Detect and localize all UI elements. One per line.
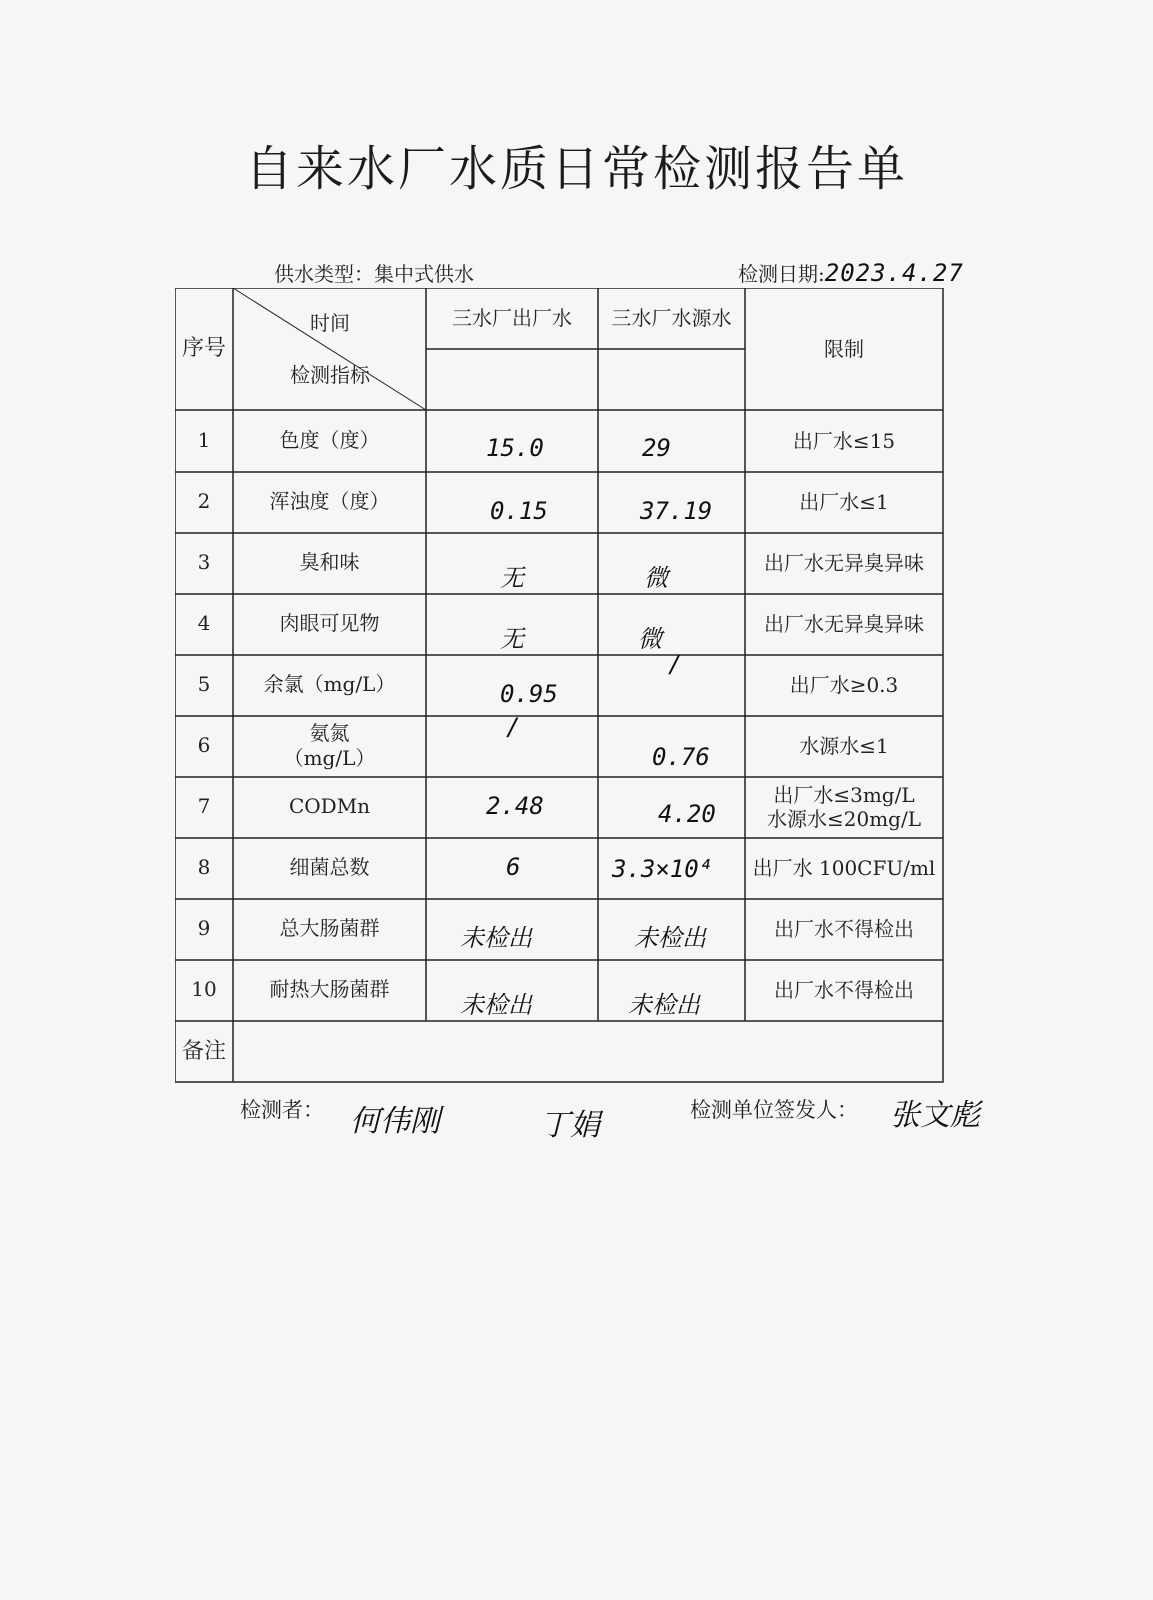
header-col2: 三水厂水源水 xyxy=(611,306,732,330)
tester-label: 检测者： xyxy=(240,1098,324,1122)
row-value-source: 微 xyxy=(638,625,662,653)
row-limit: 水源水≤1 xyxy=(799,733,889,758)
row-value-treated: 0.95 xyxy=(500,680,558,708)
row-value-source: 3.3×10⁴ xyxy=(612,855,714,883)
row-value-source: 0.76 xyxy=(652,743,710,771)
supply-type xyxy=(274,258,474,287)
row-number: 5 xyxy=(197,672,211,696)
row-value-treated: 未检出 xyxy=(460,991,532,1019)
header-indicator: 检测指标 xyxy=(290,362,370,387)
row-value-treated: / xyxy=(506,713,521,741)
row-limit: 出厂水无异臭异味 xyxy=(764,550,924,575)
tester-signature-2: 丁娟 xyxy=(540,1108,600,1143)
test-date xyxy=(738,258,964,287)
row-value-source: 未检出 xyxy=(628,991,700,1019)
row-limit: 出厂水≤3mg/L 水源水≤20mg/L xyxy=(767,782,921,831)
row-number: 1 xyxy=(197,428,211,452)
row-number: 3 xyxy=(197,550,211,574)
tester-signature-1: 何伟刚 xyxy=(350,1104,440,1139)
row-indicator: 氨氮 （mg/L） xyxy=(283,720,376,770)
row-value-source: 未检出 xyxy=(634,924,706,952)
row-number: 7 xyxy=(197,794,211,818)
row-value-source: 4.20 xyxy=(658,800,716,828)
header-time: 时间 xyxy=(310,310,350,335)
row-value-treated: 未检出 xyxy=(460,924,532,952)
row-value-treated: 无 xyxy=(500,625,524,653)
issuer-signature: 张文彪 xyxy=(890,1098,980,1133)
row-limit: 出厂水≤1 xyxy=(799,489,889,514)
row-indicator: 肉眼可见物 xyxy=(279,611,380,635)
row-number: 4 xyxy=(197,611,211,635)
row-limit: 出厂水 100CFU/ml xyxy=(752,855,936,880)
row-value-treated: 15.0 xyxy=(486,434,544,462)
row-value-source: / xyxy=(668,650,683,678)
row-value-treated: 0.15 xyxy=(490,497,548,525)
test-date-value: 2023.4.27 xyxy=(824,259,964,287)
page-title: 自来水厂水质日常检测报告单 xyxy=(244,141,908,197)
row-indicator: CODMn xyxy=(288,794,371,818)
row-limit: 出厂水不得检出 xyxy=(774,916,914,941)
row-value-source: 29 xyxy=(642,434,671,462)
row-limit: 出厂水无异臭异味 xyxy=(764,611,924,636)
supply-type-value: 集中式供水 xyxy=(374,262,474,286)
test-date-label: 检测日期: xyxy=(738,262,825,286)
report-table xyxy=(175,288,945,1084)
row-number: 10 xyxy=(191,977,217,1001)
row-limit: 出厂水≤15 xyxy=(792,428,896,453)
row-number: 9 xyxy=(197,916,211,940)
supply-type-label: 供水类型： xyxy=(274,262,374,286)
header-limit: 限制 xyxy=(824,336,864,361)
issuer-label: 检测单位签发人： xyxy=(690,1098,858,1122)
row-number: 6 xyxy=(197,733,211,757)
row-value-source: 37.19 xyxy=(640,497,713,525)
header-seq: 序号 xyxy=(181,336,226,362)
remarks-label: 备注 xyxy=(181,1038,226,1064)
row-indicator: 耐热大肠菌群 xyxy=(269,977,390,1001)
row-limit: 出厂水≥0.3 xyxy=(789,672,899,697)
row-number: 8 xyxy=(197,855,211,879)
row-indicator: 浑浊度（度） xyxy=(269,489,390,513)
row-indicator: 色度（度） xyxy=(279,428,380,452)
row-indicator: 细菌总数 xyxy=(289,855,370,879)
row-value-treated: 无 xyxy=(500,564,524,592)
row-indicator: 余氯（mg/L） xyxy=(263,672,396,696)
row-value-treated: 6 xyxy=(506,853,521,881)
row-indicator: 臭和味 xyxy=(299,550,360,574)
row-number: 2 xyxy=(197,489,211,513)
header-col1: 三水厂出厂水 xyxy=(452,306,572,330)
row-value-treated: 2.48 xyxy=(486,792,544,820)
row-value-source: 微 xyxy=(644,564,668,592)
row-indicator: 总大肠菌群 xyxy=(279,916,380,940)
row-limit: 出厂水不得检出 xyxy=(774,977,914,1002)
